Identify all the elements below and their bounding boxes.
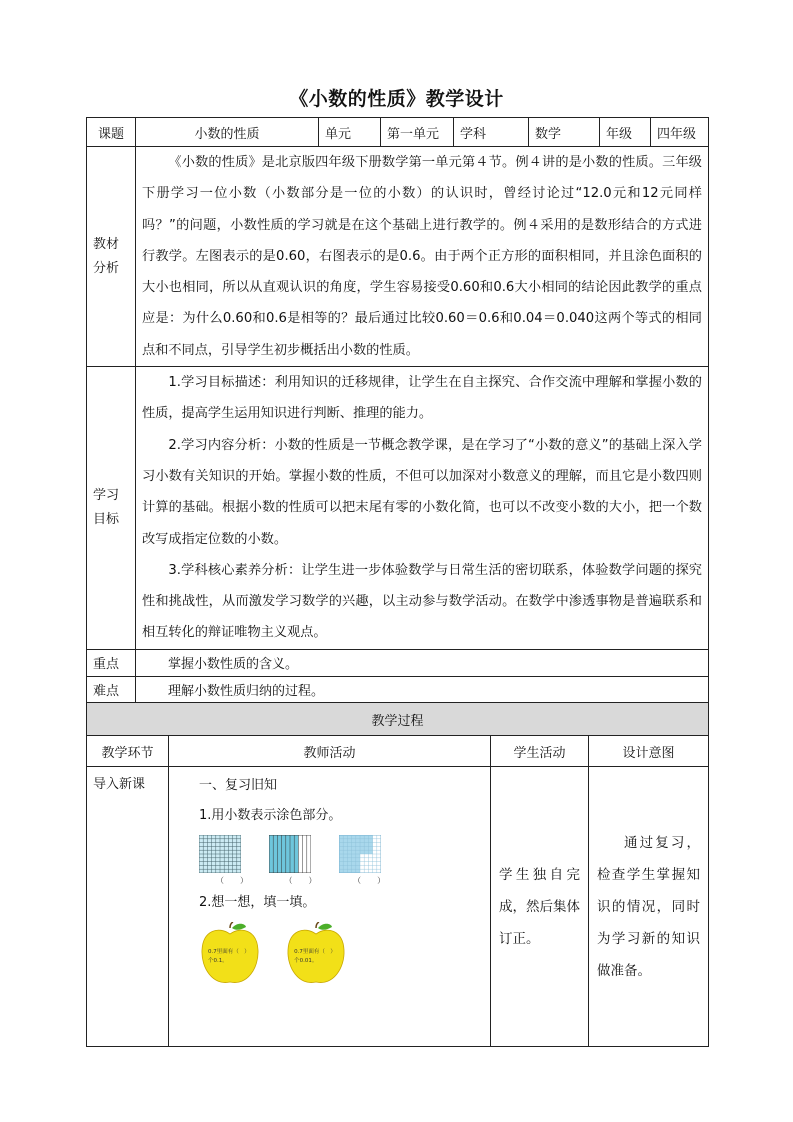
design-intent: 通过复习，检查学生掌握知识的情况，同时为学习新的知识做准备。 [589, 767, 709, 1047]
process-columns-row [87, 736, 709, 767]
grade-label: 年级 [600, 118, 651, 147]
difficulty-text: 理解小数性质归纳的过程。 [136, 676, 709, 703]
col-stage: 教学环节 [87, 736, 169, 767]
apple-2-line-2: 个0.01。 [294, 958, 318, 964]
key-point-row [87, 649, 709, 676]
key-point-label: 重点 [87, 649, 136, 676]
material-text: 《小数的性质》是北京版四年级下册数学第一单元第４节。例４讲的是小数的性质。三年级下册学习一位小数（小数部分是一位的小数）的认识时，曾经讨论过“12.0元和12元同样吗？”的问题，小数性质的学习就是在这个基础上进行教学的。例４采用的是数形结合的方式进行教学。左图表示的是0.60，右图表示的是0.6。由于两个正方形的面积相同，并且涂色面积的大小也相同，所以从直观认识的角度，学生容易接受0.60和0.6大小相同的结论因此教学的重点应是：为什么0.60和0.6是相等的？最后通过比较0.60＝0.6和0.04＝0.040这两个等式的相同点和不同点，引导学生初步概括出小数的性质。 [142, 155, 702, 358]
grid-answer-blank-3: （ ） [353, 876, 386, 885]
goals-label [87, 367, 136, 650]
lesson-info-table [86, 117, 709, 704]
goals-label-line2: 目标 [93, 511, 120, 527]
decimal-grids [199, 835, 490, 873]
unit-label: 单元 [319, 118, 381, 147]
process-header-row [87, 703, 709, 736]
grid-hundredths-figure [199, 835, 241, 873]
goals-label-line1: 学习 [93, 487, 120, 503]
goal-item-3: 3.学科核心素养分析：让学生进一步体验数学与日常生活的密切联系，体验数学问题的探究性和挑战性，从而激发学习数学的兴趣，以主动参与数学活动。在数学中渗透事物是普遍联系和相互转化的辩证唯物主义观点。 [142, 562, 702, 641]
difficulty-label: 难点 [87, 676, 136, 703]
process-header: 教学过程 [87, 703, 709, 736]
apple-exercises [199, 922, 490, 988]
col-student: 学生活动 [491, 736, 589, 767]
subject-value: 数学 [529, 118, 600, 147]
apple-exercise-1 [199, 922, 261, 988]
apple-2-line-1: 0.7里面有（ ） [294, 949, 336, 955]
course-value: 小数的性质 [136, 118, 319, 147]
stage-intro: 导入新课 [87, 767, 169, 1047]
material-label-line2: 分析 [93, 260, 120, 276]
material-row [87, 147, 709, 367]
unit-value: 第一单元 [381, 118, 454, 147]
grid-answer-blank-2: （ ） [284, 876, 317, 885]
material-label-line1: 教材 [93, 236, 120, 252]
grade-value: 四年级 [651, 118, 709, 147]
grid-tenths-figure [269, 835, 311, 873]
apple-2-text [294, 948, 336, 966]
question-2: 2.想一想，填一填。 [199, 895, 316, 910]
course-label: 课题 [87, 118, 136, 147]
review-heading: 一、复习旧知 [199, 778, 278, 793]
question-1: 1.用小数表示涂色部分。 [199, 808, 342, 823]
teacher-activity [169, 767, 491, 1047]
key-point-text: 掌握小数性质的含义。 [136, 649, 709, 676]
page-title: 《小数的性质》教学设计 [289, 88, 504, 110]
difficulty-row [87, 676, 709, 703]
goal-item-1: 1.学习目标描述：利用知识的迁移规律，让学生在自主探究、合作交流中理解和掌握小数的性质，提高学生运用知识进行判断、推理的能力。 [142, 375, 702, 422]
material-label [87, 147, 136, 367]
info-row [87, 118, 709, 147]
grid-answer-blank-1: （ ） [216, 876, 248, 885]
goal-item-2: 2.学习内容分析：小数的性质是一节概念教学课，是在学习了“小数的意义”的基础上深入学习小数有关知识的开始。掌握小数的性质，不但可以加深对小数意义的理解，而且它是小数四则计算的基础。根据小数的性质可以把末尾有零的小数化简，也可以不改变小数的大小，把一个数改写成指定位数的小数。 [142, 437, 702, 547]
intro-row [87, 767, 709, 1047]
goals-text-cell [136, 367, 709, 650]
process-table [86, 702, 709, 1047]
grid-answer-blanks [199, 875, 490, 886]
col-teacher: 教师活动 [169, 736, 491, 767]
student-activity: 学生独自完成，然后集体订正。 [491, 767, 589, 1047]
apple-1-text [208, 948, 250, 966]
col-intent: 设计意图 [589, 736, 709, 767]
material-text-cell [136, 147, 709, 367]
subject-label: 学科 [454, 118, 529, 147]
grid-partial-figure [339, 835, 381, 873]
apple-1-line-1: 0.7里面有（ ） [208, 949, 250, 955]
apple-exercise-2 [285, 922, 347, 988]
apple-1-line-2: 个0.1。 [208, 958, 228, 964]
goals-row [87, 367, 709, 650]
